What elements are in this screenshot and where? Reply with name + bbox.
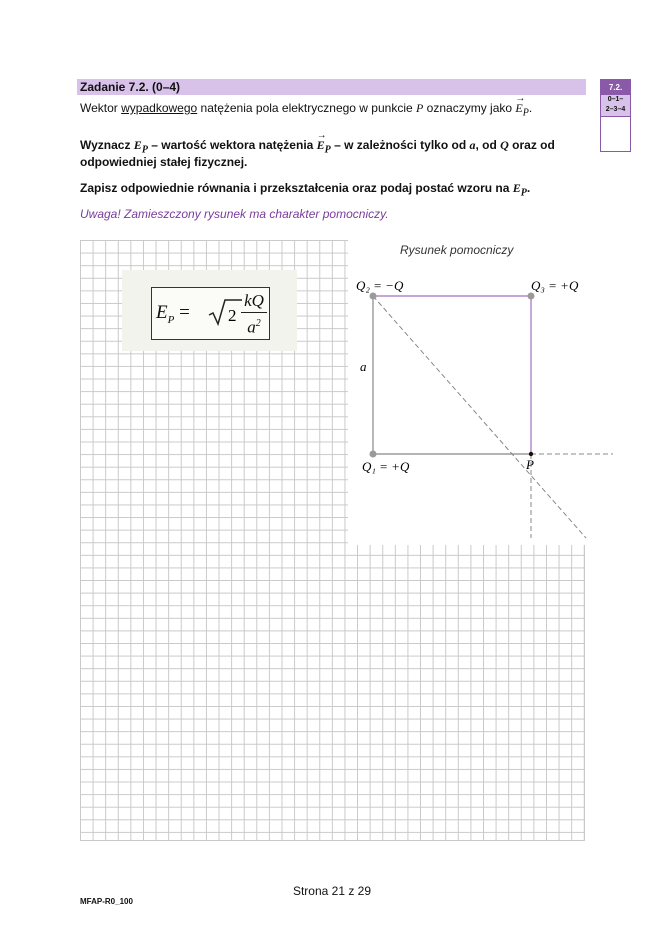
charge-q2-dot — [370, 293, 377, 300]
text-fragment: oznaczymy jako — [423, 101, 516, 115]
point-p-dot — [529, 452, 533, 456]
vector-symbol: → $E_P$ — [316, 130, 331, 156]
label-side-a: a — [360, 359, 367, 374]
score-values-line2: 2–3–4 — [605, 106, 626, 113]
text-fragment: Zapisz odpowiednie równania i przekształcenia oraz podaj postać wzoru na — [80, 181, 513, 195]
charge-variable: Q — [500, 138, 509, 152]
sqrt-symbol — [208, 298, 244, 326]
value-symbol — [133, 138, 148, 156]
formula-lhs-letter: E — [156, 302, 168, 323]
text-fragment: Wyznacz — [80, 138, 134, 152]
vector-subscript: P — [324, 144, 331, 156]
score-values — [601, 95, 630, 117]
denominator-exponent: 2 — [255, 318, 261, 329]
side-variable: a — [469, 138, 476, 152]
label-q3: Q₃ = +Q — [531, 278, 579, 293]
denominator-base: a — [247, 317, 256, 337]
label-p: P — [526, 457, 534, 472]
text-fragment: natężenia pola elektrycznego w punkcie — [197, 101, 416, 115]
text-fragment: oraz od — [508, 138, 555, 152]
fraction-denominator — [241, 313, 267, 339]
formula-lhs — [156, 302, 190, 326]
text-fragment: Wektor — [80, 101, 122, 115]
intro-line — [80, 93, 533, 119]
vector-subscript: P — [522, 107, 529, 119]
text-fragment: , od — [475, 138, 501, 152]
score-values-line1: 0–1– — [607, 96, 624, 103]
value-symbol — [512, 181, 527, 199]
value-subscript: P — [141, 144, 148, 156]
task-instruction-line-1 — [80, 130, 555, 156]
text-fragment: – wartość wektora natężenia — [147, 138, 317, 152]
figure-caption: Rysunek pomocniczy — [400, 243, 514, 257]
sqrt-argument: 2 — [228, 306, 237, 325]
charge-q1-dot — [370, 451, 377, 458]
fraction-numerator: kQ — [241, 290, 267, 313]
score-box — [600, 79, 631, 152]
formula-equals: = — [174, 302, 190, 323]
formula-fraction — [241, 290, 267, 339]
text-fragment: . — [528, 101, 533, 115]
label-q1: Q₁ = +Q — [362, 459, 410, 474]
handwritten-answer-box — [122, 270, 297, 351]
diagonal-dashed-line — [373, 296, 586, 538]
charge-q3-dot — [528, 293, 535, 300]
vector-letter: E — [316, 138, 325, 152]
text-fragment: . — [526, 181, 531, 195]
answer-formula-frame — [151, 287, 270, 340]
vector-letter: E — [515, 101, 523, 115]
note-text: Uwaga! Zamieszczony rysunek ma charakter pomocniczy. — [80, 207, 389, 221]
value-letter: E — [133, 138, 142, 152]
task-instruction-line-3 — [80, 181, 530, 198]
formula-lhs-subscript: P — [167, 313, 175, 326]
task-instruction-line-2: odpowiedniej stałej fizycznej. — [80, 155, 248, 169]
underlined-word: wypadkowego — [121, 101, 198, 115]
text-fragment: – w zależności tylko od — [330, 138, 470, 152]
value-subscript: P — [520, 187, 527, 199]
task-title: Zadanie 7.2. (0–4) — [80, 80, 181, 94]
page-number: Strona 21 z 29 — [292, 884, 372, 898]
vector-symbol: → $E_P$ — [515, 93, 529, 119]
value-letter: E — [512, 181, 521, 195]
label-q2: Q₂ = −Q — [356, 278, 404, 293]
point-variable: P — [416, 101, 424, 115]
auxiliary-figure — [348, 238, 618, 548]
exam-code: MFAP-R0_100 — [80, 897, 133, 906]
score-label: 7.2. — [601, 80, 630, 95]
